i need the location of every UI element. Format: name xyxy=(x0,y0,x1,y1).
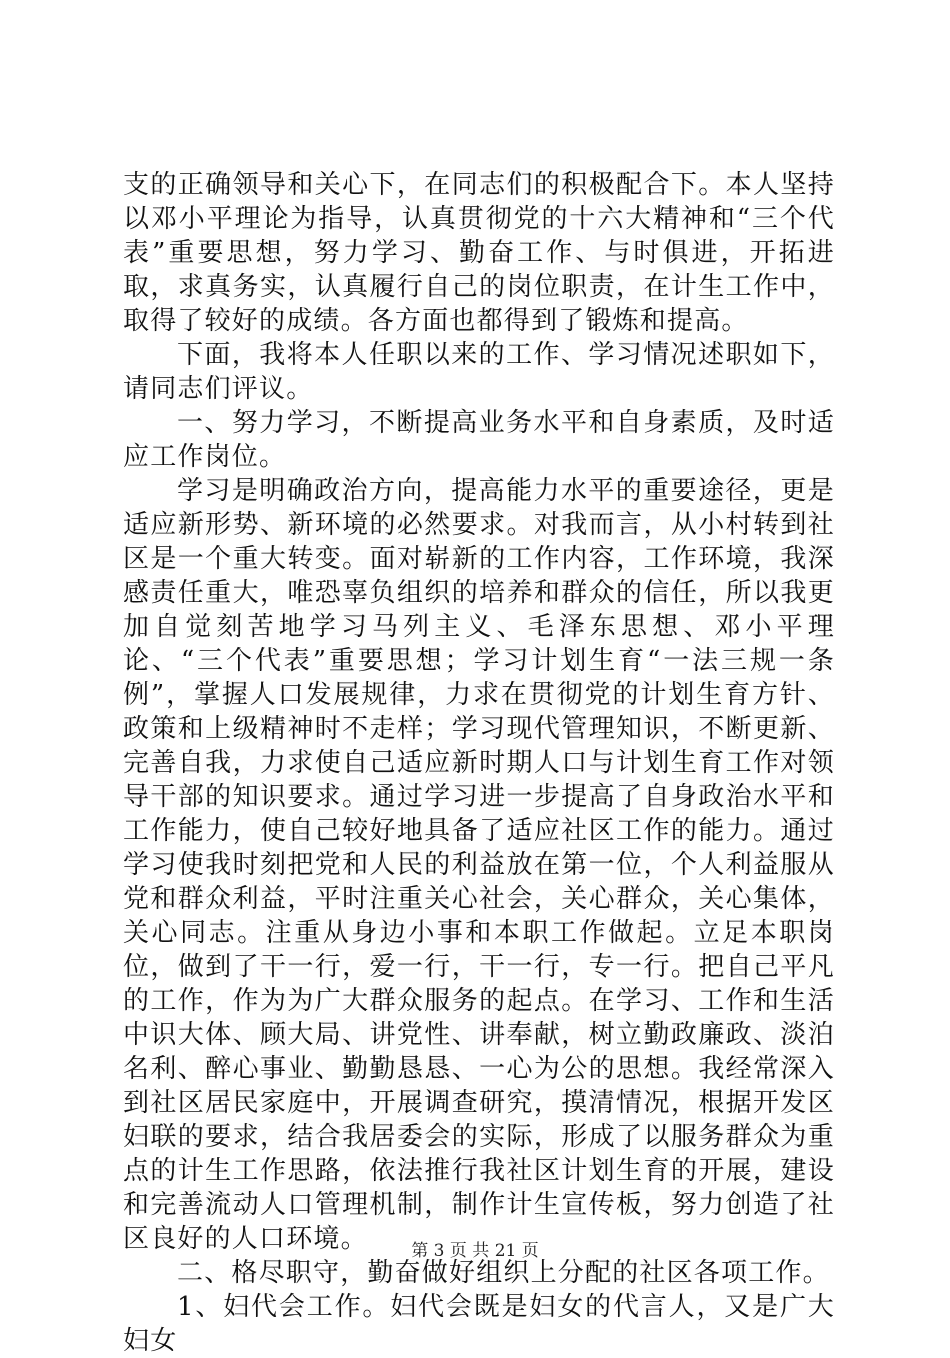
paragraph: 支的正确领导和关心下，在同志们的积极配合下。本人坚持以邓小平理论为指导，认真贯彻党的十六大精神和“三个代表”重要思想，努力学习、勤奋工作、与时俱进，开拓进取，求真务实，认真履行自己的岗位职责，在计生工作中，取得了较好的成绩。各方面也都得到了锻炼和提高。 xyxy=(123,170,835,336)
paragraph: 学习是明确政治方向，提高能力水平的重要途径，更是适应新形势、新环境的必然要求。对我而言，从小村转到社区是一个重大转变。面对崭新的工作内容，工作环境，我深感责任重大，唯恐辜负组织的培养和群众的信任，所以我更加自觉刻苦地学习马列主义、毛泽东思想、邓小平理论、“三个代表”重要思想；学习计划生育“一法三规一条例”，掌握人口发展规律，力求在贯彻党的计划生育方针、政策和上级精神时不走样；学习现代管理知识，不断更新、完善自我，力求使自己适应新时期人口与计划生育工作对领导干部的知识要求。通过学习进一步提高了自身政治水平和工作能力，使自己较好地具备了适应社区工作的能力。通过学习使我时刻把党和人民的利益放在第一位，个人利益服从党和群众利益，平时注重关心社会，关心群众，关心集体，关心同志。注重从身边小事和本职工作做起。立足本职岗位，做到了干一行，爱一行，干一行，专一行。把自己平凡的工作，作为为广大群众服务的起点。在学习、工作和生活中识大体、顾大局、讲党性、讲奉献，树立勤政廉政、淡泊名利、醉心事业、勤勤恳恳、一心为公的思想。我经常深入到社区居民家庭中，开展调查研究，摸清情况，根据开发区妇联的要求，结合我居委会的实际，形成了以服务群众为重点的计生工作思路，依法推行我社区计划生育的开展，建设和完善流动人口管理机制，制作计生宣传板，努力创造了社区良好的人口环境。 xyxy=(123,476,835,1254)
section-heading: 一、努力学习，不断提高业务水平和自身素质，及时适应工作岗位。 xyxy=(123,408,835,472)
page-number-footer: 第 3 页 共 21 页 xyxy=(411,1241,539,1261)
section-heading: 二、格尽职守，勤奋做好组织上分配的社区各项工作。 xyxy=(177,1258,830,1288)
paragraph: 下面，我将本人任职以来的工作、学习情况述职如下，请同志们评议。 xyxy=(123,340,835,404)
document-body xyxy=(123,168,835,1358)
paragraph: 1、妇代会工作。妇代会既是妇女的代言人，又是广大妇女 xyxy=(123,1292,835,1356)
